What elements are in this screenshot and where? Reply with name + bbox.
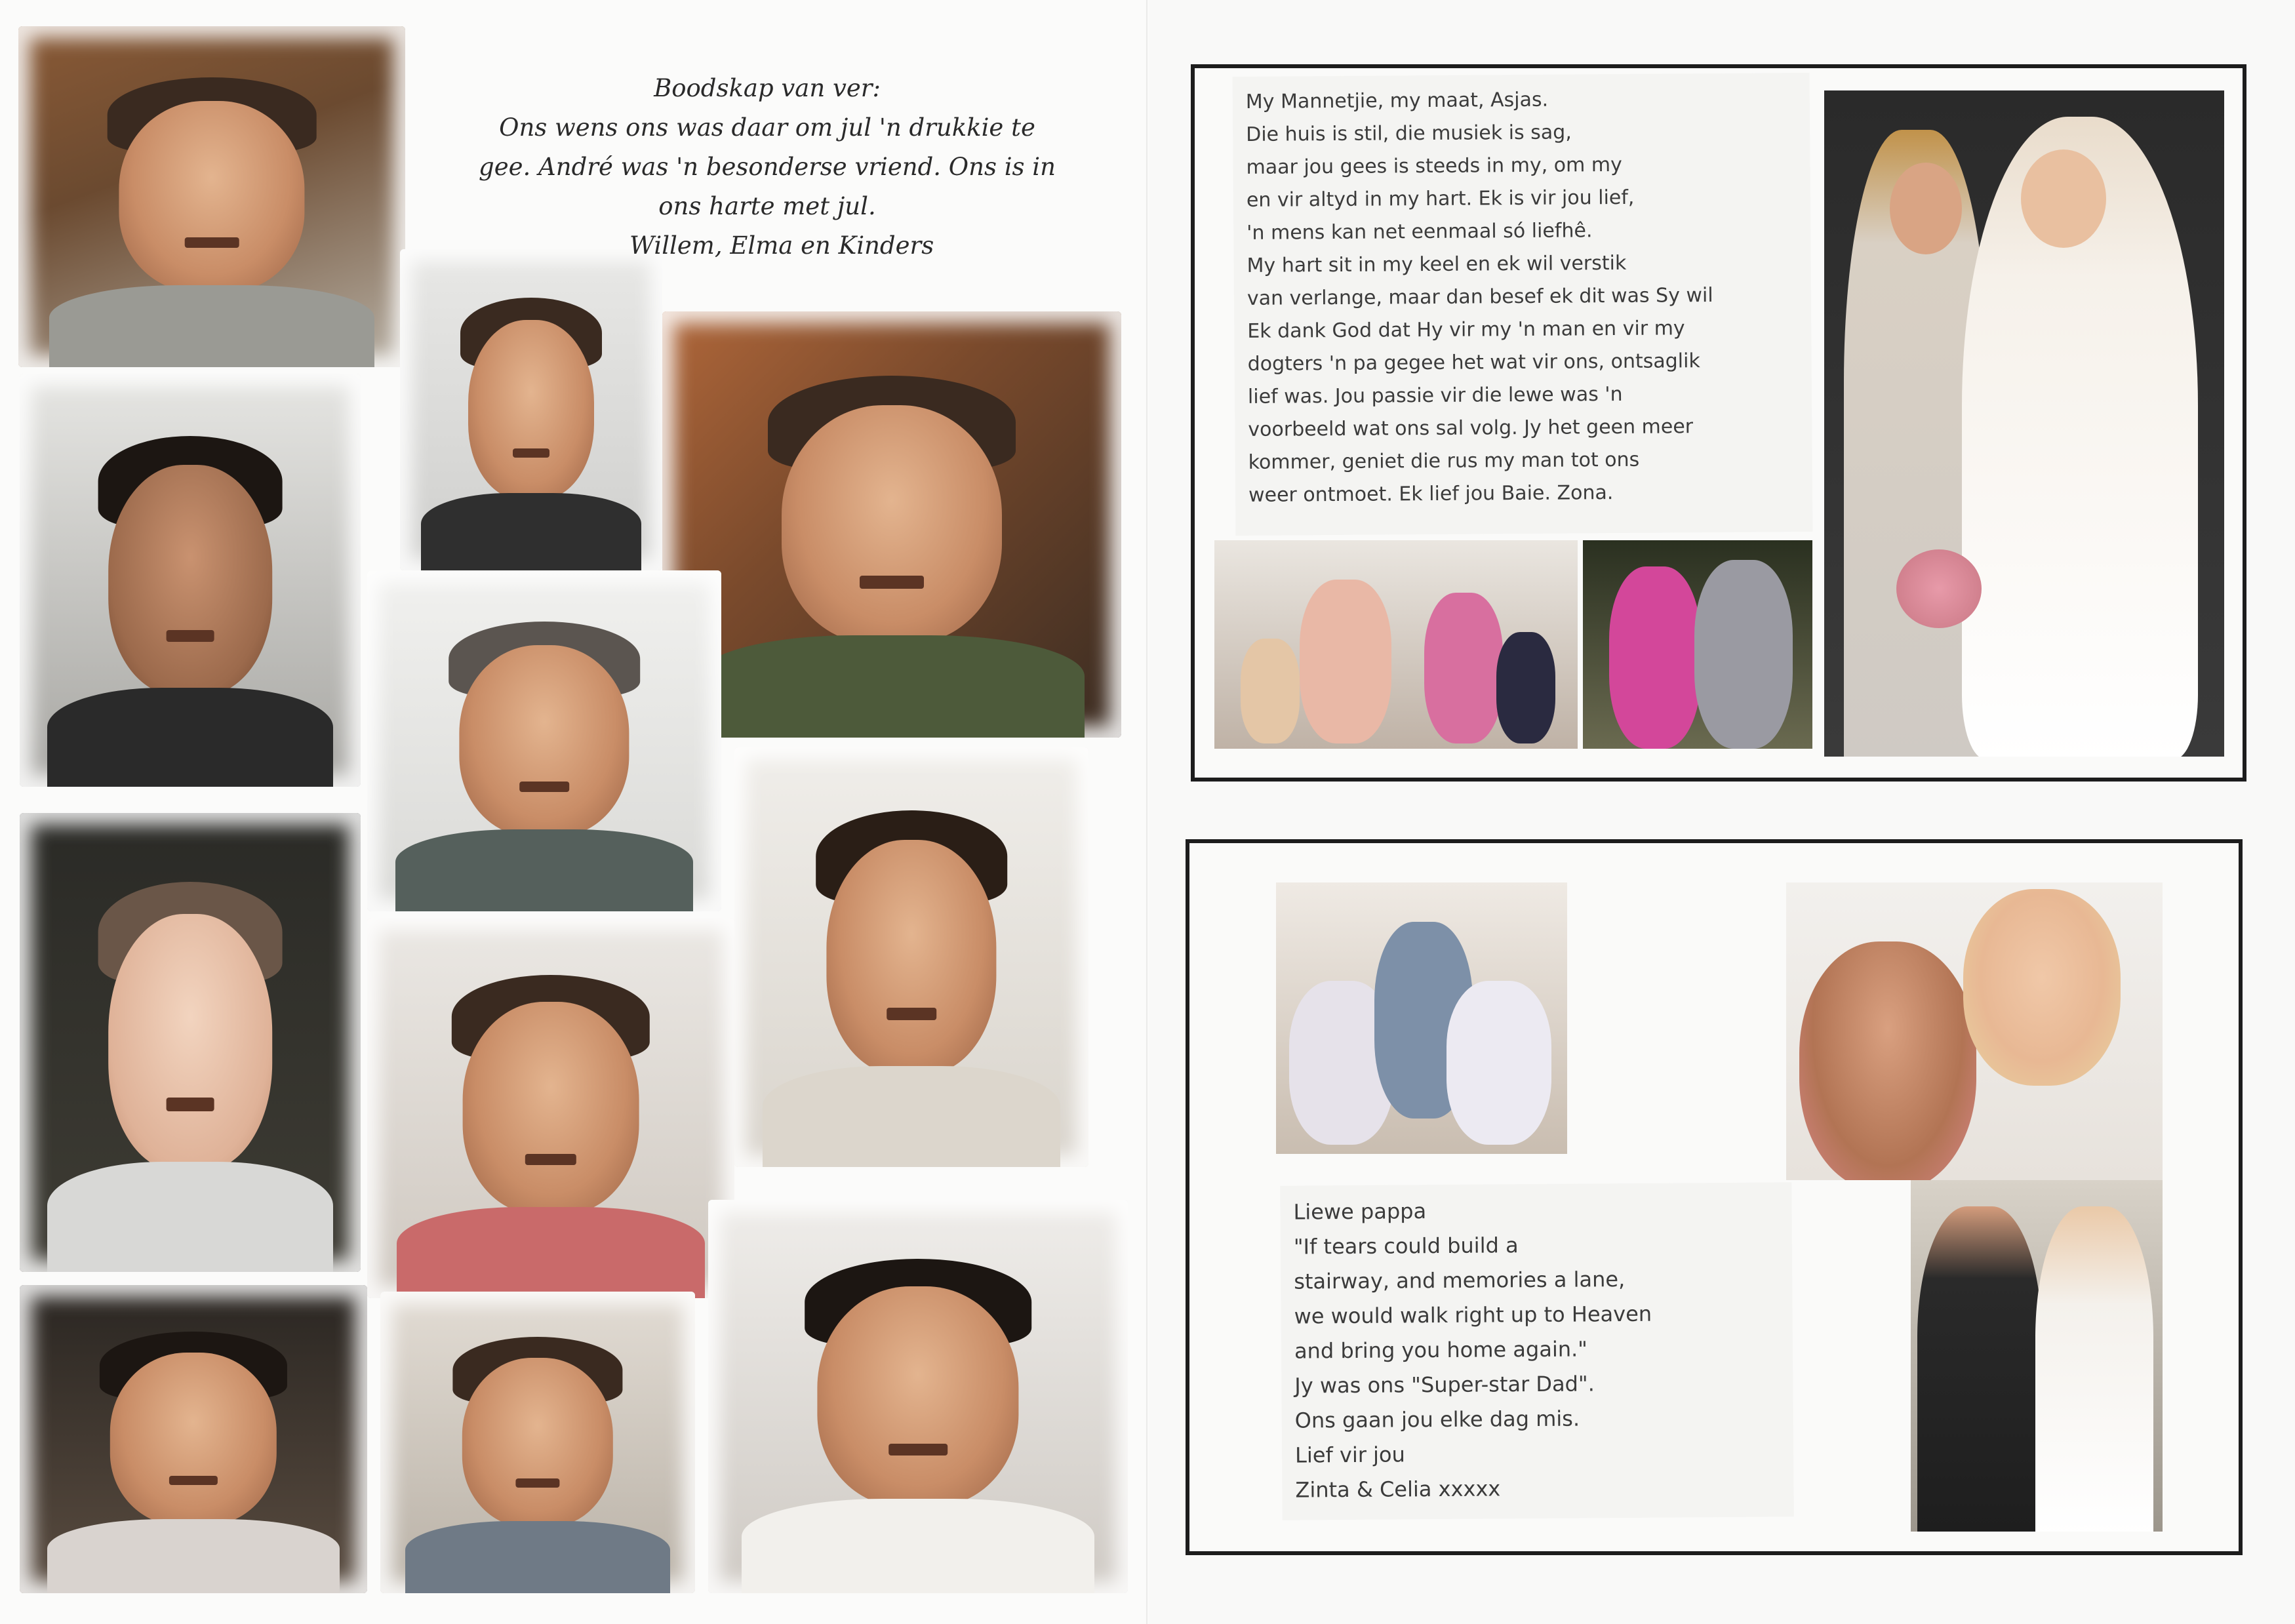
note-line: Liewe pappa bbox=[1293, 1198, 1427, 1225]
note-line: maar jou gees is steeds in my, om my bbox=[1246, 153, 1622, 179]
family-photo bbox=[1214, 540, 1578, 749]
note-line: "If tears could build a bbox=[1293, 1233, 1519, 1259]
note-line: van verlange, maar dan besef ek dit was Sy wil bbox=[1247, 283, 1713, 310]
handwritten-note-top bbox=[1233, 73, 1813, 536]
wedding-photo bbox=[1824, 90, 2224, 757]
note-line: My Mannetjie, my maat, Asjas. bbox=[1245, 88, 1549, 113]
note-line: Lief vir jou bbox=[1294, 1442, 1405, 1468]
portrait-photo bbox=[662, 311, 1121, 738]
handwritten-note-bottom bbox=[1280, 1182, 1794, 1520]
wedding-photo bbox=[1911, 1180, 2163, 1532]
note-line: Jy was ons "Super-star Dad". bbox=[1294, 1371, 1595, 1398]
portrait-photo bbox=[708, 1200, 1128, 1593]
portrait-photo bbox=[367, 570, 721, 911]
note-line: en vir altyd in my hart. Ek is vir jou lief, bbox=[1246, 186, 1635, 212]
portrait-photo bbox=[20, 813, 361, 1272]
note-line: and bring you home again." bbox=[1294, 1336, 1588, 1364]
note-line: stairway, and memories a lane, bbox=[1294, 1267, 1626, 1294]
message-signature: Willem, Elma en Kinders bbox=[629, 231, 934, 260]
note-line: 'n mens kan net eenmaal só liefhê. bbox=[1247, 219, 1593, 245]
message-line: gee. André was 'n besonderse vriend. Ons is in bbox=[479, 153, 1056, 181]
note-line: kommer, geniet die rus my man tot ons bbox=[1248, 448, 1640, 474]
note-line: we would walk right up to Heaven bbox=[1294, 1301, 1652, 1329]
note-line: Die huis is stil, die musiek is sag, bbox=[1246, 121, 1572, 146]
message-title: Boodskap van ver: bbox=[654, 74, 881, 102]
portrait-photo bbox=[734, 747, 1088, 1167]
portrait-photo bbox=[367, 918, 734, 1298]
father-daughter-photo bbox=[1786, 882, 2163, 1180]
note-line: Zinta & Celia xxxxx bbox=[1295, 1476, 1501, 1503]
note-line: voorbeeld wat ons sal volg. Jy het geen meer bbox=[1248, 415, 1694, 441]
note-line: My hart sit in my keel en ek wil verstik bbox=[1247, 251, 1627, 277]
bottom-photo-frame bbox=[1186, 839, 2243, 1555]
note-line: weer ontmoet. Ek lief jou Baie. Zona. bbox=[1248, 481, 1614, 507]
family-photo bbox=[1276, 882, 1567, 1154]
portrait-photo bbox=[20, 1285, 367, 1593]
note-line: Ek dank God dat Hy vir my 'n man en vir my bbox=[1247, 317, 1685, 343]
message-line: Ons wens ons was daar om jul 'n drukkie te bbox=[499, 113, 1035, 142]
right-page bbox=[1149, 0, 2295, 1624]
top-photo-frame bbox=[1191, 64, 2246, 782]
note-line: lief was. Jou passie vir die lewe was 'n bbox=[1247, 382, 1623, 408]
portrait-photo bbox=[20, 374, 361, 787]
note-line: dogters 'n pa gegee het wat vir ons, ontsaglik bbox=[1247, 349, 1700, 376]
portrait-photo bbox=[380, 1292, 695, 1593]
portrait-photo bbox=[18, 26, 405, 367]
note-line: Ons gaan jou elke dag mis. bbox=[1294, 1406, 1580, 1433]
portrait-photo bbox=[400, 249, 662, 570]
message-line: ons harte met jul. bbox=[658, 192, 876, 220]
condolence-message bbox=[420, 69, 1115, 266]
family-photo bbox=[1583, 540, 1812, 749]
